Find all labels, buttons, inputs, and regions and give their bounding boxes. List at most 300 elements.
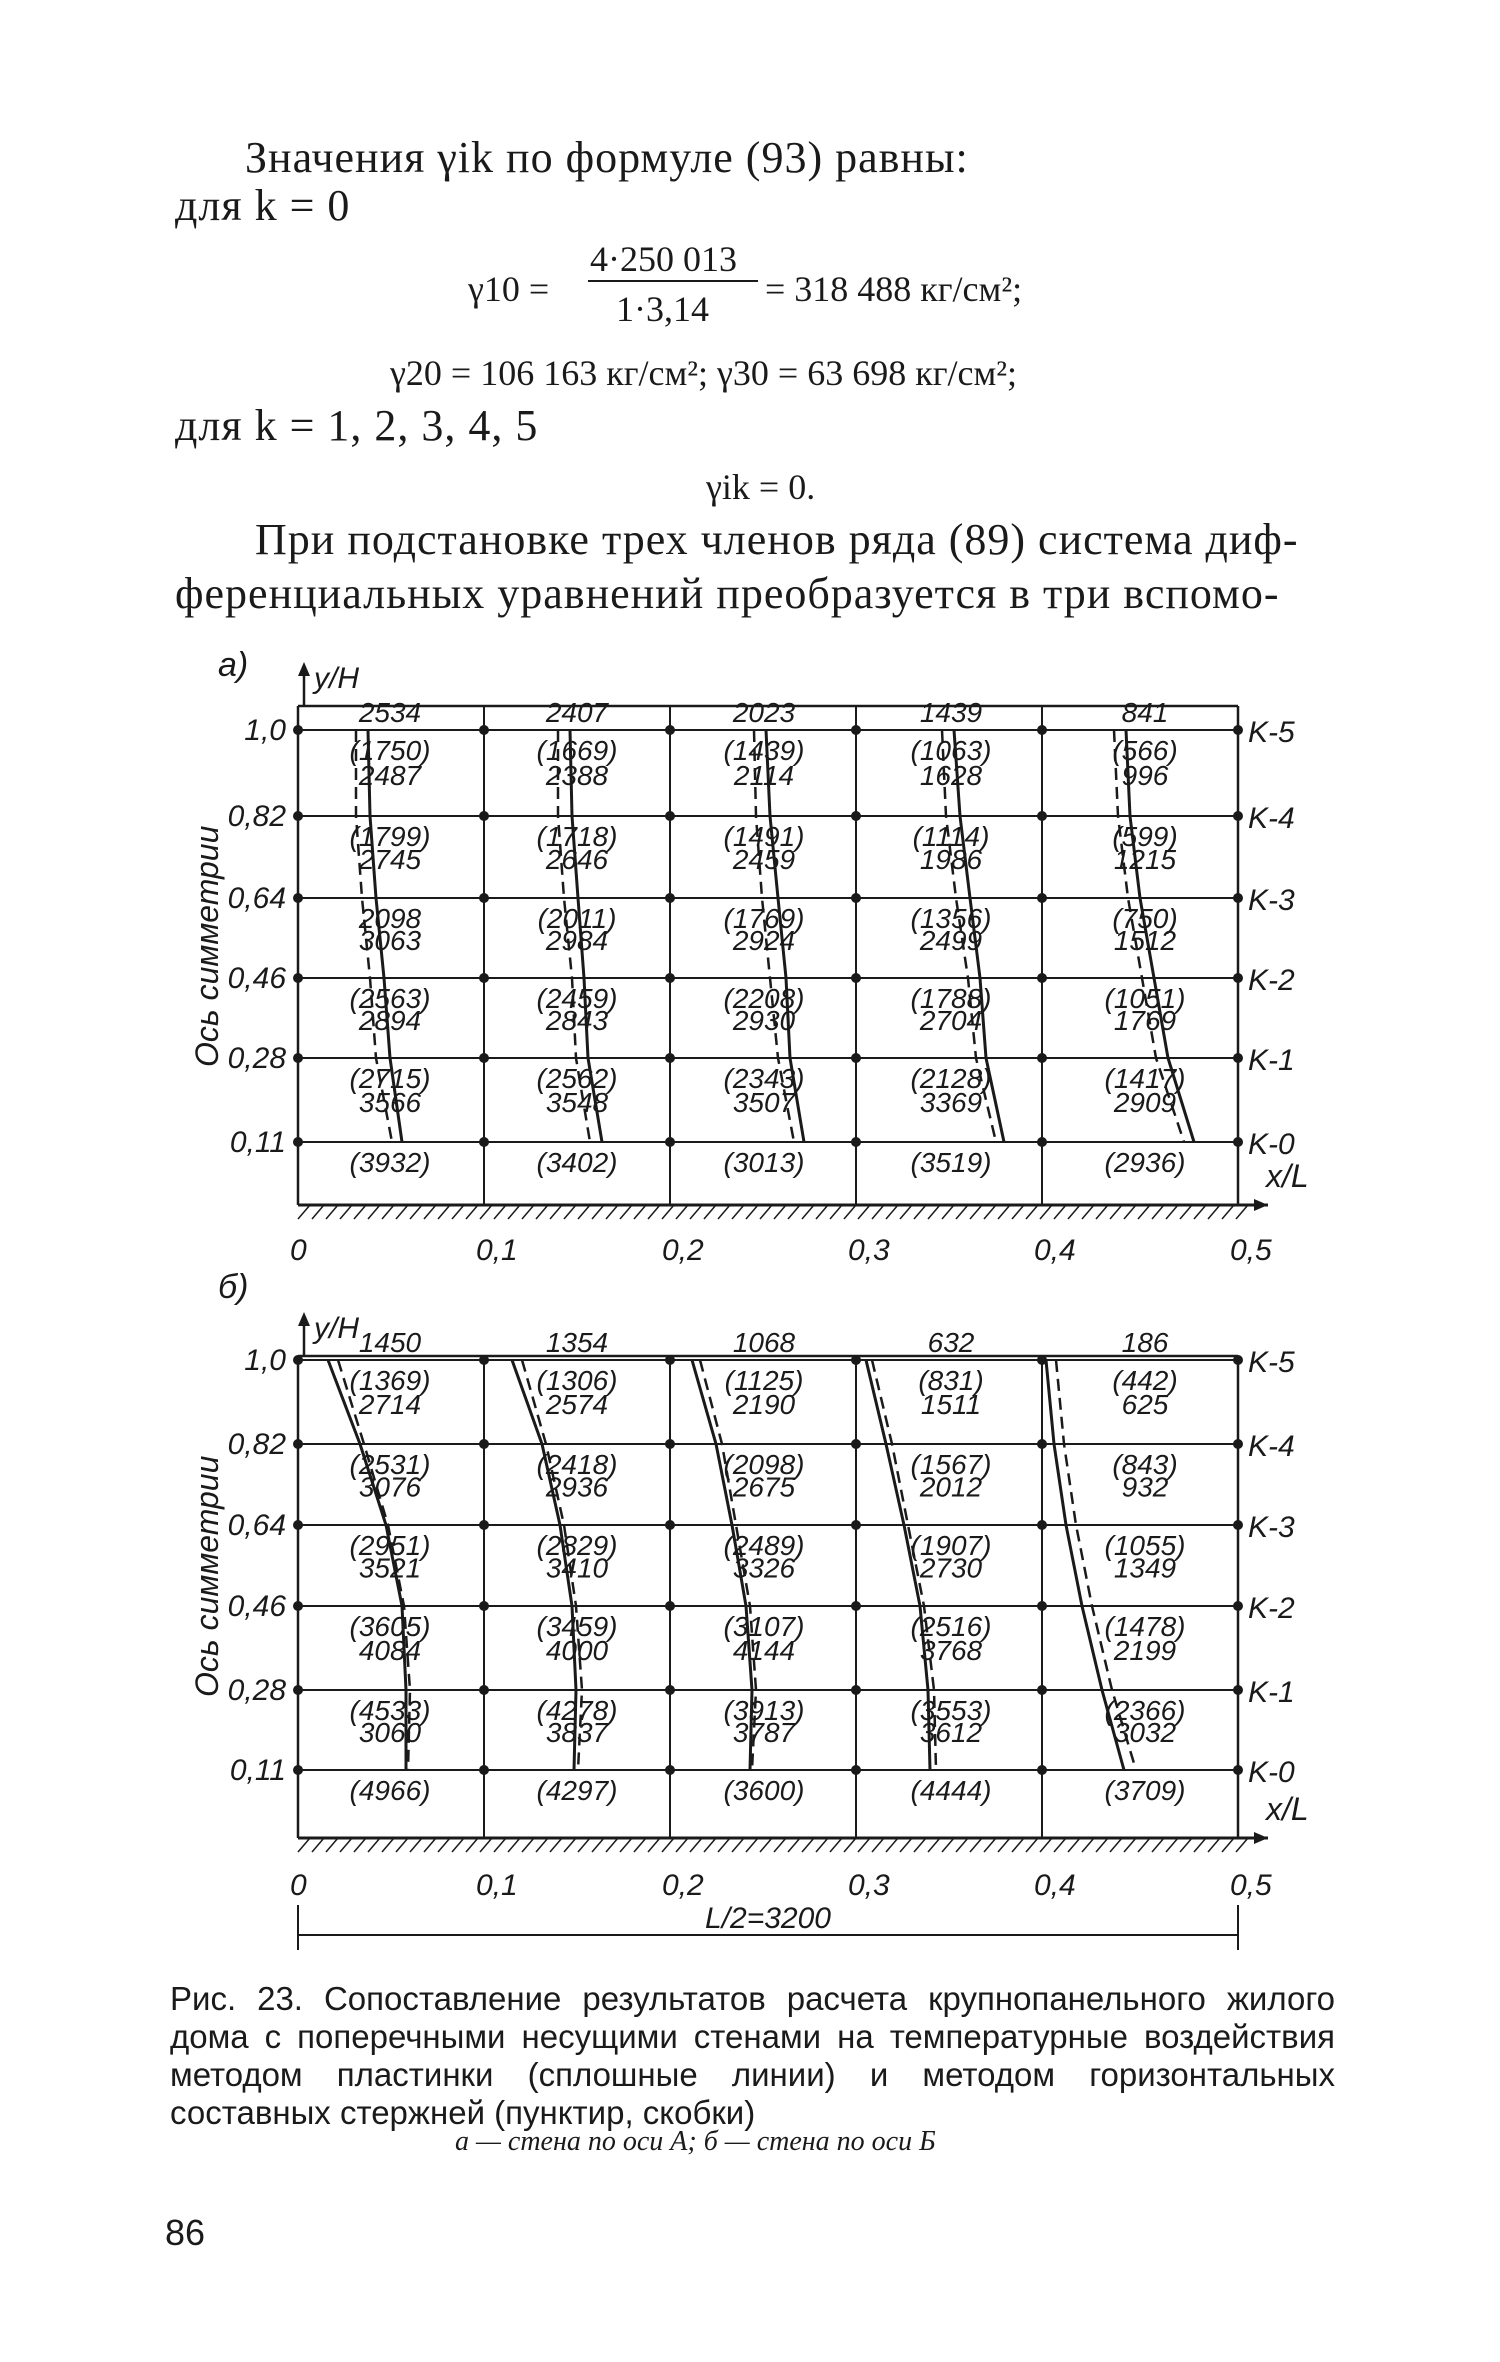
ground-hatch — [718, 1838, 730, 1852]
x-tick-label: 0,2 — [662, 1234, 704, 1267]
rod-value: (2936) — [1104, 1147, 1186, 1178]
plate-value: 2930 — [732, 1005, 796, 1036]
k-label: K-2 — [1248, 964, 1295, 997]
level-label: 0,46 — [227, 962, 286, 995]
symmetry-axis-label: Ось симметрии — [189, 1455, 225, 1697]
rod-value: (4297) — [536, 1775, 618, 1806]
rod-value: (1788) — [910, 983, 992, 1014]
ground-hatch — [592, 1205, 604, 1219]
node-dot — [1037, 1053, 1047, 1063]
plate-value: 2023 — [732, 697, 796, 728]
level-label: 0,46 — [227, 1590, 286, 1623]
formula-g20-g30: γ20 = 106 163 кг/см²; γ30 = 63 698 кг/см²; — [390, 353, 1018, 393]
node-dot — [1233, 1053, 1243, 1063]
plate-value: 2459 — [732, 844, 796, 875]
ground-hatch — [340, 1838, 352, 1852]
node-dot — [851, 1685, 861, 1695]
ground-hatch — [1124, 1838, 1136, 1852]
node-dot — [851, 1137, 861, 1147]
figure-legend: а — стена по оси А; б — стена по оси Б — [455, 2126, 936, 2157]
node-dot — [665, 725, 675, 735]
node-dot — [479, 1520, 489, 1530]
node-dot — [1233, 811, 1243, 821]
ground-hatch — [354, 1838, 366, 1852]
rod-value: (4444) — [910, 1775, 992, 1806]
ground-hatch — [592, 1838, 604, 1852]
ground-hatch — [1138, 1838, 1150, 1852]
ground-hatch — [928, 1838, 940, 1852]
node-dot — [665, 1685, 675, 1695]
node-dot — [1233, 725, 1243, 735]
rod-value: (1356) — [910, 903, 992, 934]
node-dot — [851, 1601, 861, 1611]
ground-hatch — [1068, 1205, 1080, 1219]
ground-hatch — [1096, 1205, 1108, 1219]
x-tick-label: 0,2 — [662, 1869, 704, 1902]
ground-hatch — [760, 1838, 772, 1852]
plate-value: 1450 — [358, 1327, 422, 1358]
plate-value: 2909 — [1113, 1087, 1177, 1118]
k-label: K-2 — [1248, 1592, 1295, 1625]
ground-hatch — [368, 1205, 380, 1219]
ground-hatch — [1222, 1205, 1234, 1219]
intro-line-1: Значения γik по формуле (93) равны: — [245, 133, 969, 182]
rod-value: (2459) — [536, 983, 618, 1014]
rod-value: (1063) — [910, 735, 992, 766]
panel-label: а) — [218, 646, 249, 684]
node-dot — [851, 973, 861, 983]
node-dot — [479, 1355, 489, 1365]
symmetry-axis-label: Ось симметрии — [189, 825, 225, 1067]
ground-hatch — [970, 1205, 982, 1219]
level-label: 1,0 — [244, 714, 286, 747]
plate-value: 2924 — [732, 925, 796, 956]
rod-value: (2011) — [537, 903, 617, 934]
y-axis-label: y/H — [314, 1312, 359, 1345]
ground-hatch — [494, 1838, 506, 1852]
level-label: 0,82 — [227, 800, 286, 833]
k-label: K-0 — [1248, 1128, 1295, 1161]
ground-hatch — [452, 1838, 464, 1852]
rod-value: (599) — [1112, 821, 1178, 852]
ground-hatch — [1152, 1205, 1164, 1219]
ground-hatch — [326, 1838, 338, 1852]
ground-hatch — [424, 1205, 436, 1219]
rod-value: (1114) — [912, 821, 990, 852]
y-axis-arrow — [298, 662, 310, 676]
ground-hatch — [984, 1838, 996, 1852]
plate-value: 1512 — [1113, 925, 1177, 956]
plate-value: 2407 — [545, 697, 609, 728]
x-tick-label: 0,3 — [848, 1869, 890, 1902]
ground-hatch — [396, 1205, 408, 1219]
node-dot — [1233, 1601, 1243, 1611]
k-label: K-3 — [1248, 884, 1295, 917]
k-label: K-1 — [1248, 1044, 1295, 1077]
ground-hatch — [1194, 1205, 1206, 1219]
ground-hatch — [1152, 1838, 1164, 1852]
ground-hatch — [1054, 1838, 1066, 1852]
node-dot — [1037, 1685, 1047, 1695]
ground-hatch — [746, 1838, 758, 1852]
node-dot — [293, 1601, 303, 1611]
ground-hatch — [732, 1205, 744, 1219]
rod-value: (1417) — [1104, 1063, 1186, 1094]
ground-hatch — [774, 1838, 786, 1852]
y-axis-arrow — [298, 1312, 310, 1326]
ground-hatch — [480, 1838, 492, 1852]
node-dot — [1037, 725, 1047, 735]
formula-g10-lhs: γ10 = — [468, 269, 550, 309]
node-dot — [479, 973, 489, 983]
rod-value: (1055) — [1104, 1530, 1186, 1561]
ground-hatch — [1194, 1838, 1206, 1852]
ground-hatch — [424, 1838, 436, 1852]
rod-value: (843) — [1112, 1449, 1178, 1480]
rod-value: (1051) — [1104, 983, 1186, 1014]
node-dot — [293, 1053, 303, 1063]
dimension-label: L/2=3200 — [705, 1902, 831, 1935]
node-dot — [851, 1765, 861, 1775]
plate-value: 1349 — [1113, 1552, 1177, 1584]
ground-hatch — [998, 1205, 1010, 1219]
level-label: 0,64 — [227, 1509, 286, 1542]
plate-value: 3521 — [358, 1552, 422, 1584]
x-tick-label: 0 — [290, 1234, 307, 1267]
node-dot — [293, 811, 303, 821]
ground-hatch — [1082, 1205, 1094, 1219]
x-tick-label: 0,3 — [848, 1234, 890, 1267]
ground-hatch — [1166, 1205, 1178, 1219]
rod-value: (1369) — [349, 1365, 431, 1396]
node-dot — [1233, 1439, 1243, 1449]
rod-value: (1306) — [536, 1365, 618, 1396]
ground-hatch — [704, 1205, 716, 1219]
ground-hatch — [1096, 1838, 1108, 1852]
ground-hatch — [508, 1205, 520, 1219]
ground-hatch — [564, 1838, 576, 1852]
node-dot — [479, 725, 489, 735]
ground-hatch — [872, 1838, 884, 1852]
rod-value: (1567) — [910, 1449, 992, 1480]
rod-value: (2128) — [910, 1063, 992, 1094]
node-dot — [851, 1355, 861, 1365]
plate-value: 2646 — [545, 844, 609, 875]
ground-hatch — [452, 1205, 464, 1219]
ground-hatch — [536, 1838, 548, 1852]
y-axis-label: y/H — [314, 662, 359, 695]
rod-value: (1125) — [724, 1365, 804, 1396]
ground-hatch — [942, 1838, 954, 1852]
plate-value: 2745 — [358, 844, 422, 875]
ground-hatch — [550, 1838, 562, 1852]
plate-value: 632 — [927, 1327, 975, 1358]
ground-hatch — [760, 1205, 772, 1219]
ground-hatch — [466, 1838, 478, 1852]
rod-value: (1439) — [723, 735, 805, 766]
level-label: 1,0 — [244, 1344, 286, 1377]
plate-value: 2936 — [545, 1471, 609, 1503]
plate-value: 3787 — [732, 1717, 796, 1748]
rod-value: (3107) — [723, 1611, 805, 1642]
plate-value: 2487 — [358, 760, 422, 791]
ground-hatch — [802, 1838, 814, 1852]
node-dot — [479, 1053, 489, 1063]
plate-value: 2190 — [732, 1389, 796, 1420]
plate-value: 841 — [1121, 697, 1169, 728]
rod-value: (2715) — [349, 1063, 431, 1094]
ground-hatch — [886, 1838, 898, 1852]
ground-hatch — [886, 1205, 898, 1219]
ground-hatch — [298, 1205, 310, 1219]
rod-value: (3932) — [349, 1147, 431, 1178]
node-dot — [851, 811, 861, 821]
x-axis-arrow — [1254, 1199, 1268, 1211]
ground-hatch — [1236, 1838, 1248, 1852]
node-dot — [293, 1439, 303, 1449]
formula-k-line: для k = 1, 2, 3, 4, 5 — [175, 401, 539, 450]
node-dot — [1233, 1765, 1243, 1775]
ground-hatch — [956, 1205, 968, 1219]
ground-hatch — [1222, 1838, 1234, 1852]
ground-hatch — [620, 1205, 632, 1219]
node-dot — [1233, 893, 1243, 903]
node-dot — [665, 1601, 675, 1611]
ground-hatch — [1180, 1205, 1192, 1219]
node-dot — [665, 1355, 675, 1365]
x-axis-arrow — [1254, 1832, 1268, 1844]
ground-hatch — [522, 1838, 534, 1852]
ground-hatch — [438, 1205, 450, 1219]
node-dot — [1233, 1520, 1243, 1530]
ground-hatch — [1068, 1838, 1080, 1852]
rod-value: (2531) — [349, 1449, 431, 1480]
rod-value: (2098) — [723, 1449, 805, 1480]
plate-value: 2574 — [545, 1389, 609, 1420]
plate-value: 2843 — [545, 1005, 609, 1036]
node-dot — [1037, 973, 1047, 983]
node-dot — [1233, 973, 1243, 983]
ground-hatch — [620, 1838, 632, 1852]
rod-value: (2829) — [536, 1530, 618, 1561]
ground-hatch — [578, 1838, 590, 1852]
node-dot — [293, 1355, 303, 1365]
level-label: 0,11 — [229, 1126, 286, 1159]
ground-hatch — [494, 1205, 506, 1219]
ground-hatch — [872, 1205, 884, 1219]
node-dot — [1037, 893, 1047, 903]
ground-hatch — [732, 1838, 744, 1852]
rod-value: (1478) — [1104, 1611, 1186, 1642]
plate-value: 1068 — [732, 1327, 796, 1358]
k-label: K-0 — [1248, 1756, 1295, 1789]
ground-hatch — [816, 1838, 828, 1852]
page-number: 86 — [165, 2212, 206, 2253]
plate-value: 4084 — [358, 1635, 422, 1666]
rod-value: (3553) — [910, 1695, 992, 1726]
rod-value: (3600) — [723, 1775, 805, 1806]
node-dot — [851, 893, 861, 903]
node-dot — [1037, 1520, 1047, 1530]
plate-value: 3032 — [1113, 1717, 1177, 1748]
ground-hatch — [1180, 1838, 1192, 1852]
ground-hatch — [844, 1205, 856, 1219]
node-dot — [665, 973, 675, 983]
ground-hatch — [382, 1838, 394, 1852]
ground-hatch — [508, 1838, 520, 1852]
rod-value: (1799) — [349, 821, 431, 852]
ground-hatch — [928, 1205, 940, 1219]
x-tick-label: 0,4 — [1034, 1869, 1076, 1902]
ground-hatch — [564, 1205, 576, 1219]
plate-value: 3076 — [358, 1471, 422, 1503]
ground-hatch — [298, 1838, 310, 1852]
ground-hatch — [1124, 1205, 1136, 1219]
node-dot — [665, 893, 675, 903]
node-dot — [665, 1439, 675, 1449]
node-dot — [665, 1137, 675, 1147]
node-dot — [479, 893, 489, 903]
ground-hatch — [690, 1838, 702, 1852]
node-dot — [1037, 1601, 1047, 1611]
rod-value: (1718) — [536, 821, 618, 852]
node-dot — [479, 1685, 489, 1695]
x-tick-label: 0,1 — [476, 1234, 518, 1267]
rod-value: (442) — [1112, 1365, 1178, 1396]
plate-value: 186 — [1121, 1327, 1169, 1358]
level-label: 0,82 — [227, 1428, 286, 1461]
ground-hatch — [312, 1838, 324, 1852]
ground-hatch — [830, 1205, 842, 1219]
plate-value: 625 — [1121, 1389, 1169, 1420]
node-dot — [851, 725, 861, 735]
ground-hatch — [578, 1205, 590, 1219]
rod-value: (4966) — [349, 1775, 431, 1806]
formula-g10-denominator: 1·3,14 — [616, 289, 709, 329]
node-dot — [1037, 811, 1047, 821]
x-axis-label: x/L — [1266, 1791, 1309, 1827]
formula-gik: γik = 0. — [706, 467, 816, 507]
ground-hatch — [648, 1838, 660, 1852]
rod-value: (2516) — [910, 1611, 992, 1642]
k-label: K-4 — [1248, 1430, 1295, 1463]
rod-value: (2208) — [723, 983, 805, 1014]
ground-hatch — [1026, 1838, 1038, 1852]
plate-value: 3548 — [545, 1087, 609, 1118]
formula-g10-rhs: = 318 488 кг/см²; — [765, 269, 1023, 309]
rod-value: (2343) — [723, 1063, 805, 1094]
ground-hatch — [1110, 1205, 1122, 1219]
node-dot — [293, 1137, 303, 1147]
plate-value: 3369 — [919, 1087, 983, 1118]
plate-value: 4144 — [732, 1635, 796, 1666]
plate-value: 2199 — [1113, 1635, 1177, 1666]
plate-value: 2894 — [358, 1005, 422, 1036]
ground-hatch — [1026, 1205, 1038, 1219]
ground-hatch — [550, 1205, 562, 1219]
ground-hatch — [368, 1838, 380, 1852]
plate-value: 3612 — [919, 1717, 983, 1748]
rod-value: (1907) — [910, 1530, 992, 1561]
plate-value: 3837 — [545, 1717, 609, 1748]
ground-hatch — [942, 1205, 954, 1219]
ground-hatch — [704, 1838, 716, 1852]
plate-value: 2984 — [545, 925, 609, 956]
plate-value: 1439 — [919, 697, 983, 728]
ground-hatch — [466, 1205, 478, 1219]
ground-hatch — [844, 1838, 856, 1852]
rod-value: 2098 — [358, 903, 422, 934]
rod-value: (1750) — [349, 735, 431, 766]
node-dot — [1037, 1439, 1047, 1449]
plate-value: 2534 — [358, 697, 422, 728]
node-dot — [479, 811, 489, 821]
node-dot — [1233, 1685, 1243, 1695]
plate-value: 2499 — [919, 925, 983, 956]
ground-hatch — [662, 1838, 674, 1852]
node-dot — [851, 1439, 861, 1449]
node-dot — [293, 725, 303, 735]
plate-value: 3326 — [732, 1552, 796, 1584]
ground-hatch — [788, 1838, 800, 1852]
plate-value: 4000 — [545, 1635, 609, 1666]
node-dot — [293, 893, 303, 903]
plate-value: 3566 — [358, 1087, 422, 1118]
node-dot — [851, 1053, 861, 1063]
rod-value: (3913) — [723, 1695, 805, 1726]
ground-hatch — [634, 1205, 646, 1219]
node-dot — [293, 1685, 303, 1695]
node-dot — [293, 1765, 303, 1775]
ground-hatch — [480, 1205, 492, 1219]
ground-hatch — [522, 1205, 534, 1219]
node-dot — [1037, 1765, 1047, 1775]
rod-value: (4278) — [536, 1695, 618, 1726]
plate-value: 3768 — [919, 1635, 983, 1666]
figure-caption: Рис. 23. Сопоставление результатов расчета крупнопанельного жилого дома с поперечными несущими стенами на температурные воздействия методом пластинки (сплошные линии) и методом горизонтальных составных стержней (пунктир, скобки) — [170, 1980, 1335, 2131]
rod-value: (3519) — [910, 1147, 992, 1178]
k-label: K-4 — [1248, 802, 1295, 835]
x-tick-label: 0,5 — [1230, 1869, 1272, 1902]
node-dot — [1037, 1137, 1047, 1147]
ground-hatch — [788, 1205, 800, 1219]
ground-hatch — [438, 1838, 450, 1852]
rod-value: (2366) — [1104, 1695, 1186, 1726]
rod-value: (4533) — [349, 1695, 431, 1726]
level-label: 0,11 — [229, 1754, 286, 1787]
rod-value: (2489) — [723, 1530, 805, 1561]
panel-label: б) — [218, 1268, 249, 1306]
ground-hatch — [382, 1205, 394, 1219]
ground-hatch — [1012, 1205, 1024, 1219]
ground-hatch — [914, 1205, 926, 1219]
ground-hatch — [606, 1205, 618, 1219]
ground-hatch — [914, 1838, 926, 1852]
rod-value: (3605) — [349, 1611, 431, 1642]
ground-hatch — [956, 1838, 968, 1852]
plate-value: 2114 — [733, 760, 795, 791]
rod-value: (1769) — [723, 903, 805, 934]
paragraph-line-1: При подстановке трех членов ряда (89) система диф- — [255, 515, 1299, 564]
k-label: K-5 — [1248, 1346, 1295, 1379]
ground-hatch — [830, 1838, 842, 1852]
plate-value: 2704 — [919, 1005, 983, 1036]
node-dot — [665, 1520, 675, 1530]
plate-value: 1215 — [1113, 844, 1177, 875]
rod-value: (831) — [918, 1365, 984, 1396]
ground-hatch — [984, 1205, 996, 1219]
rod-value: (566) — [1112, 735, 1178, 766]
